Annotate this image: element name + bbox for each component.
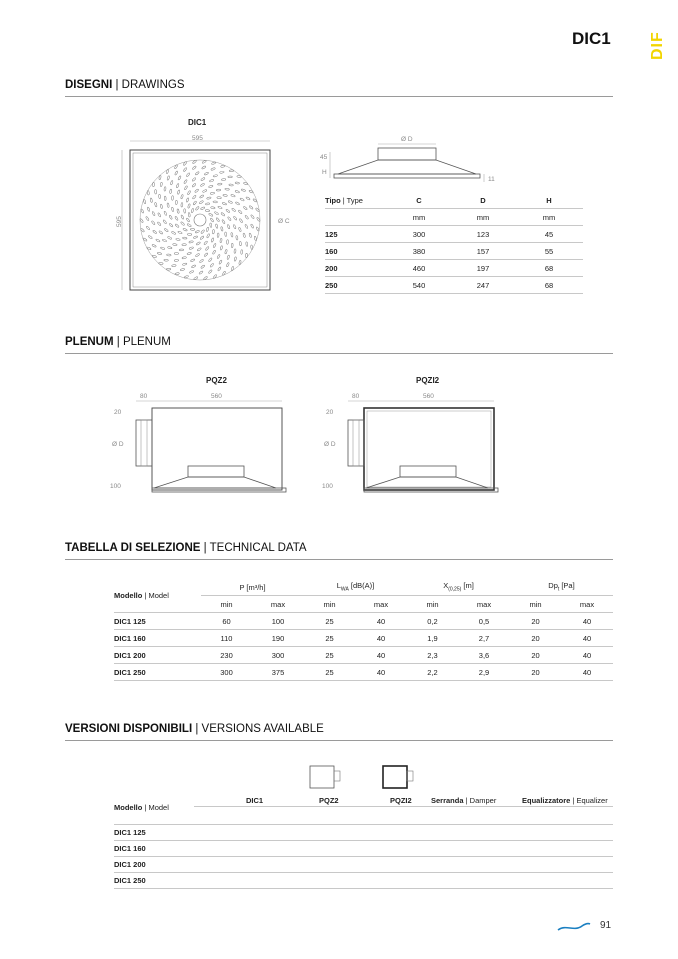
diffuser-side-drawing	[316, 132, 506, 184]
swirl-slot	[207, 197, 212, 200]
swirl-slot	[154, 202, 157, 207]
swirl-slot	[143, 199, 146, 204]
swirl-slot	[196, 242, 201, 246]
swirl-slot	[150, 198, 153, 203]
swirl-slot	[189, 247, 194, 250]
list-item: DIC1 200	[114, 860, 146, 869]
swirl-slot	[220, 238, 223, 243]
swirl-slot	[211, 238, 214, 243]
swirl-slot	[235, 201, 240, 205]
swirl-slot	[174, 253, 178, 255]
swirl-slot	[166, 268, 170, 270]
drawing-label: DIC1	[188, 118, 207, 127]
swirl-slot	[188, 212, 190, 217]
swirl-slot	[235, 182, 240, 185]
swirl-slot	[164, 196, 166, 200]
swirl-slot	[170, 180, 173, 185]
dim-h: H	[322, 169, 327, 176]
table-row: 125 300 123 45	[325, 226, 583, 243]
list-item: DIC1 160	[114, 844, 146, 853]
swirl-slot	[171, 196, 173, 201]
swirl-slot	[199, 200, 204, 204]
swirl-slot	[228, 176, 232, 178]
swirl-slot	[201, 177, 206, 181]
swirl-slot	[164, 211, 167, 216]
swirl-slot	[167, 203, 170, 208]
swirl-slot	[245, 215, 249, 220]
swirl-slot	[231, 266, 234, 271]
table-row: DIC1 250 300 375 25 40 2,2 2,9 20 40	[114, 664, 613, 681]
svg-text:100: 100	[322, 483, 333, 490]
svg-text:Ø D: Ø D	[324, 441, 336, 448]
swirl-slot	[246, 242, 248, 247]
svg-text:Ø D: Ø D	[112, 441, 124, 448]
swirl-slot	[184, 209, 186, 214]
swirl-slot	[184, 185, 188, 190]
swirl-slot	[231, 194, 236, 197]
swirl-slot	[201, 265, 206, 269]
swirl-slot	[192, 177, 196, 181]
swirl-slot	[187, 223, 192, 227]
swirl-slot	[191, 208, 194, 213]
swirl-slot	[184, 179, 188, 184]
swirl-slot	[227, 216, 231, 221]
swirl-slot	[204, 253, 208, 257]
section-versions-title: VERSIONI DISPONIBILI | VERSIONS AVAILABLE	[65, 723, 324, 735]
side-tab	[645, 0, 678, 72]
swirl-slot	[152, 244, 157, 248]
swirl-slot	[184, 275, 189, 278]
section-divider	[65, 740, 613, 741]
swirl-slot	[169, 189, 171, 194]
swirl-slot	[159, 194, 161, 199]
type-table-units: mm mm mm	[325, 209, 583, 226]
svg-text:80: 80	[352, 393, 360, 400]
swirl-slot	[249, 233, 252, 238]
diffuser-front-drawing	[108, 130, 290, 292]
swirl-slot	[159, 230, 164, 234]
swirl-slot	[169, 223, 173, 227]
swirl-slot	[213, 201, 218, 203]
swirl-slot	[213, 174, 218, 177]
swirl-slot	[195, 253, 200, 257]
swirl-slot	[227, 224, 230, 229]
swirl-slot	[225, 188, 230, 190]
svg-text:20: 20	[114, 409, 122, 416]
swirl-slot	[210, 218, 214, 223]
swirl-slot	[239, 241, 241, 246]
table-row: 250 540 247 68	[325, 277, 583, 294]
swirl-slot	[243, 206, 248, 210]
swirl-slot	[204, 241, 208, 245]
swirl-slot	[200, 236, 204, 240]
type-table-header: Tipo | Type C D H	[325, 192, 583, 209]
swirl-slot	[211, 162, 216, 165]
swirl-slot	[186, 218, 190, 223]
swirl-slot	[182, 244, 186, 246]
swirl-slot	[200, 183, 205, 187]
swirl-slot	[204, 172, 209, 176]
table-row: 160 380 157 55	[325, 243, 583, 260]
swirl-slot	[233, 224, 236, 229]
page-number: 91	[600, 920, 612, 931]
swirl-slot	[174, 171, 178, 176]
swirl-slot	[221, 212, 225, 216]
table-row: DIC1 125 60 100 25 40 0,2 0,5 20 40	[114, 613, 613, 630]
swirl-slot	[193, 201, 197, 206]
svg-text:20: 20	[326, 409, 334, 416]
dim-d: Ø D	[401, 136, 413, 143]
swirl-slot	[195, 230, 200, 233]
swirl-slot	[254, 236, 257, 241]
swirl-slot	[193, 276, 198, 280]
swirl-slot	[231, 208, 236, 212]
swirl-slot	[201, 166, 206, 170]
swirl-slot	[226, 240, 228, 245]
swirl-slot	[212, 229, 214, 234]
swirl-slot	[152, 255, 157, 258]
page-title: DIC1	[572, 29, 611, 48]
swirl-slot	[211, 167, 216, 170]
dim-c: Ø C	[278, 218, 290, 225]
dim-45: 45	[320, 154, 328, 161]
swirl-slot	[192, 183, 196, 187]
swirl-slot	[181, 215, 185, 220]
swirl-slot	[183, 228, 188, 231]
swirl-slot	[175, 216, 179, 221]
swirl-slot	[245, 224, 249, 229]
swirl-slot	[233, 216, 237, 221]
swirl-slot	[167, 254, 172, 256]
swirl-slot	[147, 207, 150, 212]
side-tab-label: DIF	[649, 31, 666, 60]
svg-text:560: 560	[211, 393, 222, 400]
swirl-slot	[151, 221, 155, 226]
swirl-slot	[215, 224, 218, 229]
brand-logo-icon	[556, 920, 592, 934]
swirl-slot	[160, 182, 162, 187]
type-table	[325, 192, 583, 294]
swirl-slot	[178, 176, 182, 181]
swirl-slot	[169, 215, 173, 220]
swirl-slot	[210, 263, 214, 268]
swirl-slot	[141, 209, 145, 214]
swirl-slot	[157, 222, 161, 227]
swirl-slot	[238, 227, 241, 232]
swirl-slot	[187, 190, 191, 195]
swirl-slot	[216, 189, 220, 191]
swirl-slot	[251, 245, 253, 250]
swirl-slot	[216, 217, 220, 222]
swirl-slot	[235, 190, 240, 193]
swirl-slot	[174, 259, 179, 261]
swirl-slot	[197, 247, 202, 251]
versions-model-label: Modello | Model	[114, 803, 169, 812]
swirl-slot	[225, 232, 227, 237]
swirl-slot	[231, 243, 233, 247]
swirl-slot	[143, 238, 148, 242]
swirl-slot	[167, 246, 172, 249]
swirl-slot	[219, 260, 223, 265]
swirl-slot	[213, 274, 217, 279]
swirl-slot	[146, 226, 150, 230]
swirl-slot	[153, 182, 155, 186]
versions-col-pqzi2: PQZI2	[390, 796, 412, 805]
swirl-slot	[186, 172, 190, 177]
section-tech-title: TABELLA DI SELEZIONE | TECHNICAL DATA	[65, 542, 307, 554]
plenum-insulated-icon	[381, 763, 417, 791]
swirl-slot	[152, 230, 157, 234]
swirl-slot	[164, 228, 169, 232]
pqz2-label: PQZ2	[206, 376, 227, 385]
swirl-slot	[210, 223, 212, 228]
swirl-slot	[217, 267, 221, 272]
swirl-slot	[205, 246, 209, 251]
swirl-slot	[221, 179, 226, 181]
swirl-slot	[229, 184, 234, 186]
swirl-slot	[206, 233, 210, 238]
swirl-slot	[160, 247, 165, 250]
swirl-slot	[171, 207, 174, 212]
swirl-slot	[157, 213, 161, 218]
tech-table-subheader: min max min max min max min max	[114, 596, 613, 613]
swirl-slot	[172, 265, 177, 267]
section-divider	[65, 559, 613, 560]
swirl-slot	[147, 191, 149, 196]
swirl-slot	[164, 259, 169, 261]
swirl-slot	[226, 209, 231, 213]
swirl-slot	[188, 204, 191, 209]
swirl-slot	[180, 268, 185, 271]
swirl-slot	[241, 189, 246, 192]
swirl-slot	[152, 211, 156, 216]
technical-data-table	[114, 579, 613, 681]
swirl-slot	[217, 254, 221, 259]
swirl-slot	[147, 247, 152, 251]
swirl-slot	[189, 241, 194, 244]
swirl-slot	[182, 256, 187, 259]
swirl-slot	[148, 235, 153, 239]
swirl-slot	[208, 269, 212, 273]
swirl-slot	[167, 236, 172, 239]
swirl-slot	[222, 202, 227, 205]
tech-table-group-header: Modello | Model P [m³/h] $L_{WA}$ [dB(A)] $X_{(0,25)}$ [m] $Dp_t$ [Pa]	[114, 579, 613, 596]
swirl-slot	[234, 249, 236, 254]
swirl-slot	[218, 183, 223, 185]
swirl-slot	[210, 192, 215, 195]
swirl-slot	[249, 190, 254, 194]
section-divider	[65, 353, 613, 354]
swirl-slot	[217, 197, 222, 199]
table-row: DIC1 160 110 190 25 40 1,9 2,7 20 40	[114, 630, 613, 647]
swirl-slot	[199, 259, 204, 263]
swirl-slot	[174, 164, 178, 169]
swirl-slot	[183, 237, 188, 239]
swirl-slot	[208, 213, 213, 217]
swirl-slot	[177, 209, 180, 214]
swirl-slot	[186, 198, 189, 203]
swirl-slot	[222, 219, 226, 224]
swirl-slot	[213, 243, 217, 248]
swirl-slot	[218, 206, 223, 209]
swirl-slot	[164, 187, 166, 192]
swirl-slot	[220, 246, 223, 251]
swirl-slot	[180, 194, 183, 199]
swirl-slot	[157, 252, 162, 255]
swirl-slot	[214, 211, 219, 215]
dim-width: 595	[192, 135, 203, 142]
swirl-slot	[173, 243, 178, 246]
swirl-slot	[234, 257, 237, 262]
swirl-slot	[183, 161, 187, 166]
pqzi2-label: PQZI2	[416, 376, 440, 385]
swirl-slot	[208, 257, 212, 262]
section-drawings-title: DISEGNI | DRAWINGS	[65, 79, 185, 91]
swirl-slot	[163, 220, 167, 225]
swirl-slot	[228, 200, 233, 203]
swirl-slot	[191, 265, 196, 269]
swirl-slot	[200, 207, 205, 210]
list-item: DIC1 125	[114, 828, 146, 837]
swirl-slot	[211, 206, 216, 209]
swirl-slot	[243, 233, 246, 238]
swirl-slot	[175, 224, 179, 228]
swirl-slot	[236, 235, 238, 240]
versions-col-equalizer: Equalizzatore | Equalizer	[522, 796, 608, 805]
swirl-slot	[241, 250, 243, 254]
swirl-slot	[226, 262, 229, 267]
svg-text:560: 560	[423, 393, 434, 400]
swirl-slot	[166, 169, 169, 174]
swirl-slot	[199, 195, 204, 199]
svg-text:80: 80	[140, 393, 148, 400]
swirl-slot	[205, 210, 210, 212]
swirl-slot	[189, 270, 194, 274]
swirl-slot	[155, 190, 157, 194]
swirl-slot	[208, 185, 213, 188]
swirl-slot	[238, 210, 242, 214]
section-divider	[65, 96, 613, 97]
swirl-slot	[246, 197, 251, 201]
swirl-slot	[195, 171, 200, 175]
swirl-slot	[212, 250, 216, 255]
swirl-slot	[145, 216, 149, 221]
dim-11: 11	[488, 176, 495, 183]
swirl-slot	[201, 229, 205, 233]
swirl-slot	[195, 206, 199, 210]
swirl-slot	[180, 221, 184, 225]
swirl-slot	[221, 165, 226, 168]
swirl-slot	[175, 200, 177, 204]
swirl-slot	[160, 204, 163, 209]
dim-height: 595	[116, 216, 123, 227]
swirl-slot	[253, 198, 258, 202]
swirl-slot	[190, 228, 195, 230]
swirl-slot	[202, 160, 207, 164]
versions-col-pqz2: PQZ2	[319, 796, 339, 805]
swirl-slot	[206, 227, 209, 232]
pqzi2-drawing	[320, 388, 505, 500]
swirl-slot	[221, 227, 224, 232]
swirl-slot	[192, 195, 196, 199]
table-row: DIC1 200 230 300 25 40 2,3 3,6 20 40	[114, 647, 613, 664]
swirl-slot	[229, 170, 233, 172]
swirl-slot	[181, 203, 183, 208]
swirl-slot	[205, 203, 210, 206]
table-row: 200 460 197 68	[325, 260, 583, 277]
plenum-icon	[308, 763, 344, 791]
swirl-slot	[175, 272, 180, 275]
svg-text:100: 100	[110, 483, 121, 490]
swirl-slot	[176, 183, 179, 188]
swirl-slot	[243, 182, 248, 185]
section-plenum-title: PLENUM | PLENUM	[65, 336, 171, 348]
swirl-slot	[227, 255, 230, 260]
swirl-slot	[178, 231, 183, 234]
pqz2-drawing	[108, 388, 293, 500]
swirl-slot	[209, 179, 214, 182]
swirl-slot	[190, 259, 195, 262]
swirl-slot	[217, 233, 219, 238]
swirl-slot	[171, 231, 176, 235]
swirl-slot	[202, 189, 207, 193]
swirl-slot	[194, 189, 198, 193]
swirl-slot	[192, 166, 196, 170]
swirl-slot	[239, 218, 243, 223]
swirl-slot	[256, 227, 260, 232]
swirl-slot	[250, 224, 254, 229]
versions-col-dic1: DIC1	[246, 796, 264, 805]
swirl-slot	[222, 271, 226, 276]
swirl-slot	[162, 239, 167, 242]
swirl-slot	[250, 214, 254, 219]
swirl-slot	[193, 236, 198, 239]
swirl-slot	[182, 263, 187, 266]
swirl-slot	[231, 232, 234, 237]
swirl-slot	[249, 205, 253, 209]
swirl-slot	[246, 253, 248, 257]
swirl-slot	[156, 239, 161, 243]
swirl-slot	[187, 252, 192, 255]
list-item: DIC1 250	[114, 876, 146, 885]
swirl-slot	[177, 190, 180, 195]
swirl-slot	[199, 271, 204, 275]
swirl-slot	[183, 167, 187, 172]
swirl-slot	[220, 171, 225, 174]
swirl-slot	[187, 233, 191, 235]
swirl-slot	[167, 176, 170, 181]
swirl-slot	[176, 238, 181, 241]
swirl-slot	[179, 249, 183, 251]
swirl-slot	[225, 249, 228, 254]
swirl-slot	[240, 198, 245, 202]
versions-col-damper: Serranda | Damper	[431, 796, 497, 805]
swirl-slot	[223, 194, 228, 197]
